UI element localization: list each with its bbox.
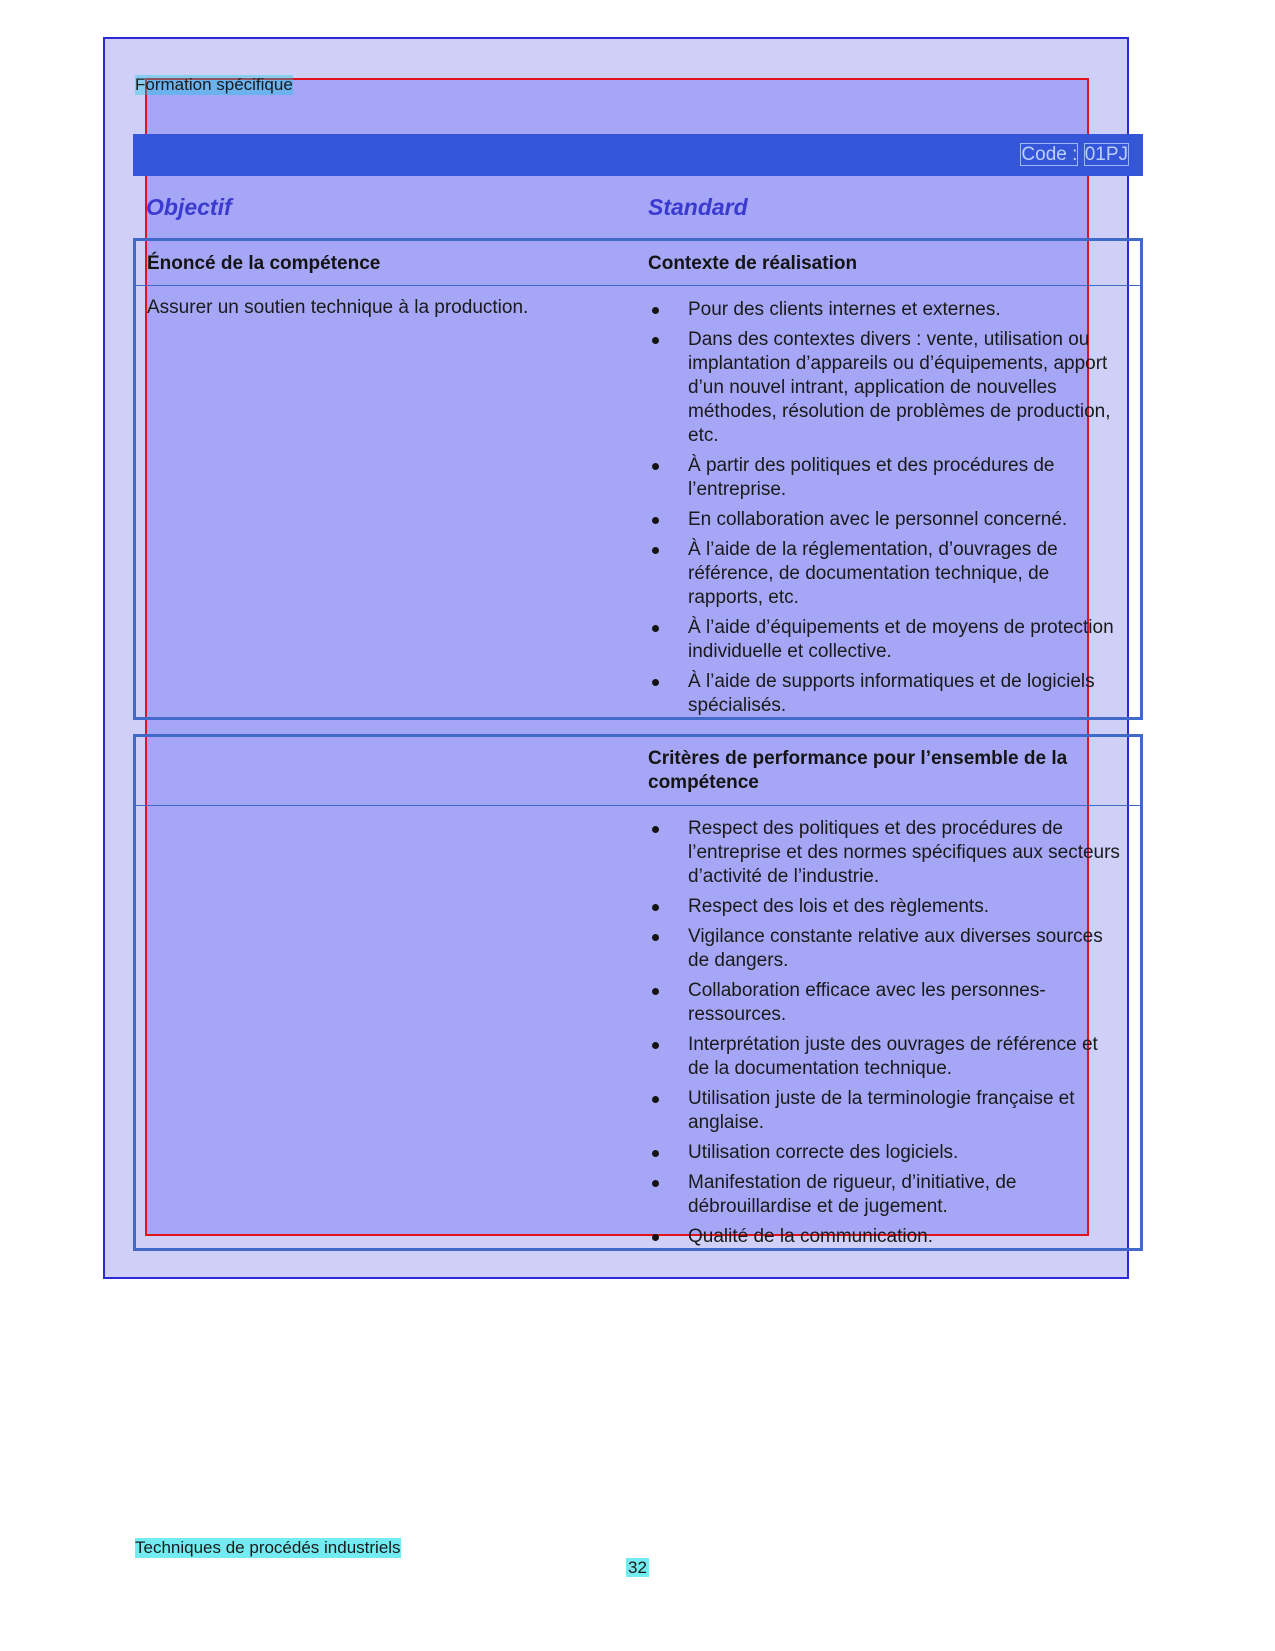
list-item: Respect des politiques et des procédures de l’entreprise et des normes spécifiques aux secteurs d’activité de l’industrie. — [650, 817, 1120, 889]
bullet-icon — [652, 1234, 659, 1241]
bullet-icon — [652, 625, 659, 632]
bullet-icon — [652, 517, 659, 524]
code-bar — [133, 134, 1143, 176]
bullet-icon — [652, 1096, 659, 1103]
list-item: Interprétation juste des ouvrages de référence et de la documentation technique. — [650, 1033, 1120, 1081]
list-item: Utilisation juste de la terminologie française et anglaise. — [650, 1087, 1120, 1135]
list-item: Pour des clients internes et externes. — [650, 298, 1120, 322]
footer-page — [0, 1558, 1275, 1578]
bullet-icon — [652, 463, 659, 470]
list-item: À l’aide de la réglementation, d’ouvrages de référence, de documentation technique, de rapports, etc. — [650, 538, 1120, 610]
bullet-icon — [652, 337, 659, 344]
bullet-icon — [652, 547, 659, 554]
list-item: Respect des lois et des règlements. — [650, 895, 1120, 919]
list-item: Collaboration efficace avec les personnes-ressources. — [650, 979, 1120, 1027]
list-item: Utilisation correcte des logiciels. — [650, 1141, 1120, 1165]
footer-program-name: Techniques de procédés industriels — [135, 1538, 401, 1557]
statement-header: Énoncé de la compétence — [147, 253, 381, 274]
competency-statement: Assurer un soutien technique à la production. — [147, 297, 529, 318]
list-item: En collaboration avec le personnel concerné. — [650, 508, 1120, 532]
list-item: Manifestation de rigueur, d’initiative, de débrouillardise et de jugement. — [650, 1171, 1120, 1219]
context-header: Contexte de réalisation — [648, 253, 858, 274]
bullet-icon — [652, 1150, 659, 1157]
code-value: 01PJ — [1084, 144, 1128, 165]
list-item: Vigilance constante relative aux diverses sources de dangers. — [650, 925, 1120, 973]
bullet-icon — [652, 307, 659, 314]
bullet-icon — [652, 988, 659, 995]
list-item: À l’aide de supports informatiques et de logiciels spécialisés. — [650, 670, 1120, 718]
code-label: Code : — [1021, 144, 1078, 165]
list-item: À partir des politiques et des procédures de l’entreprise. — [650, 454, 1120, 502]
bullet-icon — [652, 826, 659, 833]
bullet-icon — [652, 679, 659, 686]
list-item: À l’aide d’équipements et de moyens de protection individuelle et collective. — [650, 616, 1120, 664]
criteria-list — [650, 817, 1120, 1255]
performance-criteria-header — [136, 737, 1140, 806]
criteria-header: Critères de performance pour l’ensemble de la compétence — [648, 748, 1068, 793]
bullet-icon — [652, 934, 659, 941]
bullet-icon — [652, 1042, 659, 1049]
list-item: Dans des contextes divers : vente, utilisation ou implantation d’appareils ou d’équipements, apport d’un nouvel intrant, application de nouvelles méthodes, résolution de problèmes de production, etc. — [650, 328, 1120, 448]
list-item: Qualité de la communication. — [650, 1225, 1120, 1249]
bullet-icon — [652, 904, 659, 911]
page-number: 32 — [628, 1558, 647, 1577]
objective-heading: Objectif — [146, 194, 232, 220]
competency-code — [1020, 144, 1129, 166]
standard-heading: Standard — [648, 194, 748, 220]
competency-table — [133, 238, 1143, 720]
section-label: Formation spécifique — [135, 75, 293, 94]
bullet-icon — [652, 1180, 659, 1187]
competency-table-header — [136, 241, 1140, 286]
performance-criteria-table — [133, 734, 1143, 1251]
context-list — [650, 298, 1120, 724]
